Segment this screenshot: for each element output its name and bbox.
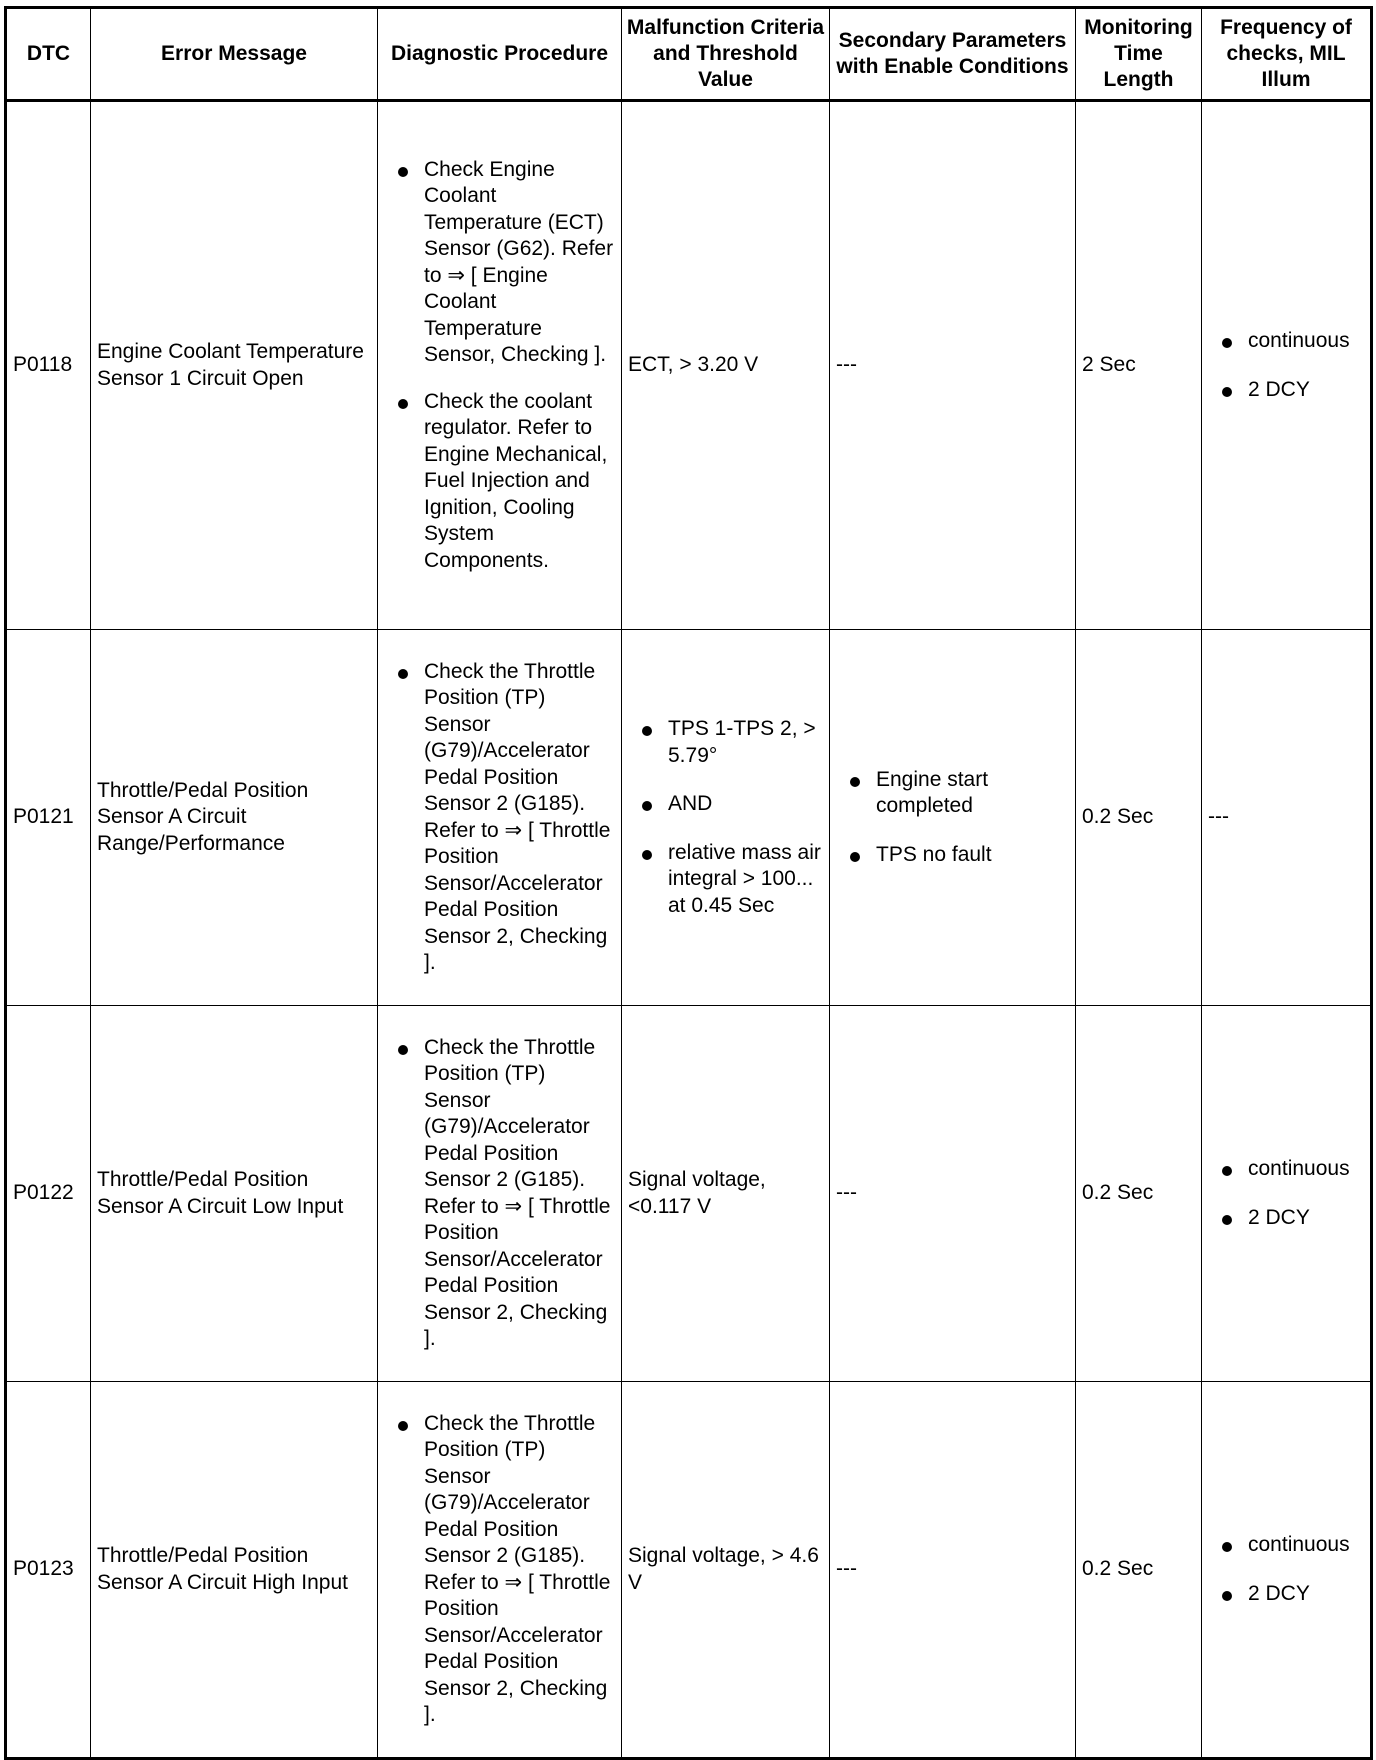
frequency	[1202, 101, 1372, 630]
header-monitoring-time: Monitoring Time Length	[1076, 8, 1202, 101]
diagnostic-procedure	[378, 1382, 622, 1759]
header-frequency: Frequency of checks, MIL Illum	[1202, 8, 1372, 101]
error-message: Engine Coolant Temperature Sensor 1 Circuit Open	[91, 101, 378, 630]
table-row	[6, 1006, 1372, 1382]
frequency-item: continuous	[1208, 328, 1364, 355]
malfunction-item: relative mass air integral > 100... at 0.45 Sec	[628, 840, 823, 920]
dtc-code: P0122	[6, 1006, 91, 1382]
diagnostic-procedure	[378, 101, 622, 630]
header-dtc: DTC	[6, 8, 91, 101]
frequency-list	[1208, 1532, 1364, 1607]
secondary-parameters: ---	[830, 101, 1076, 630]
procedure-list	[384, 1035, 615, 1353]
dtc-code: P0123	[6, 1382, 91, 1759]
frequency-list	[1208, 328, 1364, 403]
frequency-item: 2 DCY	[1208, 1205, 1364, 1232]
malfunction-criteria: ECT, > 3.20 V	[622, 101, 830, 630]
header-row	[6, 8, 1372, 101]
header-malfunction-criteria: Malfunction Criteria and Threshold Value	[622, 8, 830, 101]
secondary-item: TPS no fault	[836, 842, 1069, 869]
frequency-item: continuous	[1208, 1532, 1364, 1559]
procedure-list	[384, 157, 615, 575]
malfunction-criteria	[622, 630, 830, 1006]
procedure-step: Check the Throttle Position (TP) Sensor (G79)/Accelerator Pedal Position Sensor 2 (G185). Refer to ⇒ [ Throttle Position Sensor/Accelerator Pedal Position Sensor 2, Checking ].	[384, 1035, 615, 1353]
frequency-list	[1208, 1156, 1364, 1231]
dtc-code: P0121	[6, 630, 91, 1006]
header-secondary-parameters: Secondary Parameters with Enable Conditions	[830, 8, 1076, 101]
frequency	[1202, 1006, 1372, 1382]
frequency: ---	[1202, 630, 1372, 1006]
table-row	[6, 630, 1372, 1006]
dtc-code: P0118	[6, 101, 91, 630]
secondary-list	[836, 767, 1069, 869]
secondary-parameters: ---	[830, 1006, 1076, 1382]
procedure-step: Check the Throttle Position (TP) Sensor (G79)/Accelerator Pedal Position Sensor 2 (G185). Refer to ⇒ [ Throttle Position Sensor/Accelerator Pedal Position Sensor 2, Checking ].	[384, 659, 615, 977]
malfunction-list	[628, 716, 823, 919]
frequency-item: 2 DCY	[1208, 377, 1364, 404]
error-message: Throttle/Pedal Position Sensor A Circuit Range/Performance	[91, 630, 378, 1006]
monitoring-time: 0.2 Sec	[1076, 630, 1202, 1006]
dtc-table	[4, 6, 1373, 1760]
monitoring-time: 2 Sec	[1076, 101, 1202, 630]
header-diagnostic-procedure: Diagnostic Procedure	[378, 8, 622, 101]
secondary-parameters: ---	[830, 1382, 1076, 1759]
procedure-list	[384, 659, 615, 977]
procedure-list	[384, 1411, 615, 1729]
procedure-step: Check Engine Coolant Temperature (ECT) Sensor (G62). Refer to ⇒ [ Engine Coolant Temperature Sensor, Checking ].	[384, 157, 615, 369]
error-message: Throttle/Pedal Position Sensor A Circuit High Input	[91, 1382, 378, 1759]
frequency-item: continuous	[1208, 1156, 1364, 1183]
malfunction-item: AND	[628, 791, 823, 818]
secondary-parameters	[830, 630, 1076, 1006]
malfunction-criteria: Signal voltage, <0.117 V	[622, 1006, 830, 1382]
header-error-message: Error Message	[91, 8, 378, 101]
malfunction-criteria: Signal voltage, > 4.6 V	[622, 1382, 830, 1759]
diagnostic-procedure	[378, 630, 622, 1006]
error-message: Throttle/Pedal Position Sensor A Circuit Low Input	[91, 1006, 378, 1382]
table-row	[6, 101, 1372, 630]
procedure-step: Check the Throttle Position (TP) Sensor (G79)/Accelerator Pedal Position Sensor 2 (G185). Refer to ⇒ [ Throttle Position Sensor/Accelerator Pedal Position Sensor 2, Checking ].	[384, 1411, 615, 1729]
malfunction-item: TPS 1-TPS 2, > 5.79°	[628, 716, 823, 769]
procedure-step: Check the coolant regulator. Refer to Engine Mechanical, Fuel Injection and Ignition, Cooling System Components.	[384, 389, 615, 575]
frequency-item: 2 DCY	[1208, 1581, 1364, 1608]
diagnostic-procedure	[378, 1006, 622, 1382]
monitoring-time: 0.2 Sec	[1076, 1382, 1202, 1759]
monitoring-time: 0.2 Sec	[1076, 1006, 1202, 1382]
frequency	[1202, 1382, 1372, 1759]
secondary-item: Engine start completed	[836, 767, 1069, 820]
table-row	[6, 1382, 1372, 1759]
